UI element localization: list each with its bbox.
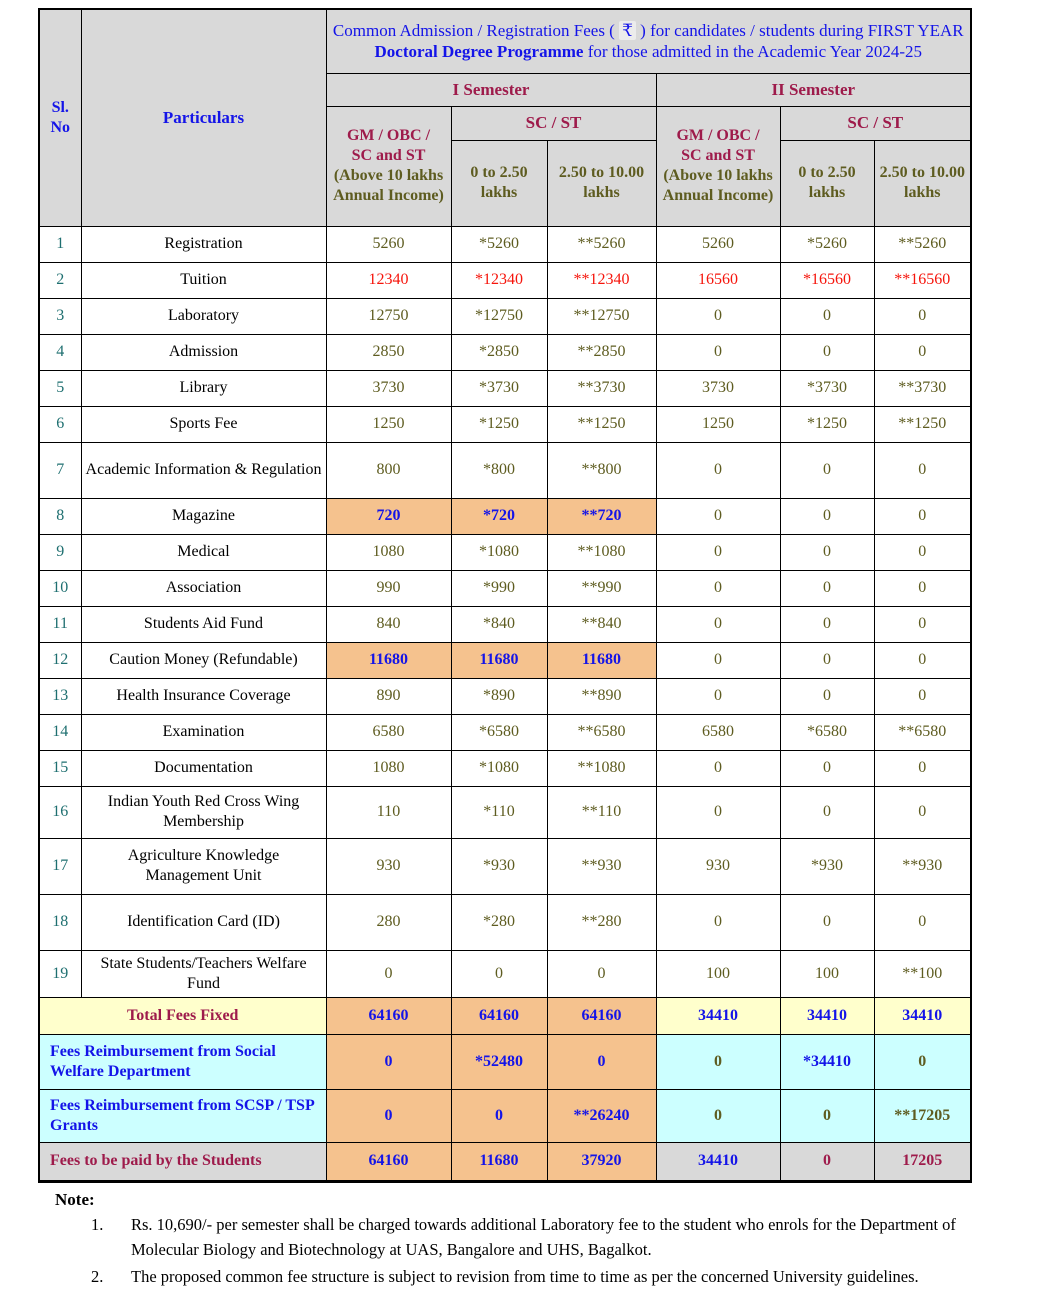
header-income-0-250-sem2: 0 to 2.50 lakhs — [780, 140, 874, 226]
row-number: 5 — [39, 370, 81, 406]
fee-value: 110 — [326, 786, 451, 838]
gm-line1: GM / OBC / — [346, 127, 431, 144]
row-label: Library — [81, 370, 326, 406]
fee-value: 930 — [656, 838, 780, 894]
fee-value: 0 — [656, 498, 780, 534]
fee-value: **12750 — [547, 298, 656, 334]
header-income-250-1000-sem1: 2.50 to 10.00 lakhs — [547, 140, 656, 226]
fee-value: 720 — [326, 498, 451, 534]
title-text-3: for those admitted in the Academic Year 2024-25 — [583, 42, 922, 62]
fee-value: **12340 — [547, 262, 656, 298]
fee-value: *890 — [451, 678, 547, 714]
fee-value: 0 — [780, 786, 874, 838]
note-item — [91, 1264, 1035, 1289]
row-label: Admission — [81, 334, 326, 370]
fee-value: 3730 — [326, 370, 451, 406]
summary-value: *34410 — [780, 1034, 874, 1089]
table-row — [39, 406, 971, 442]
header-gm-obc-sem1 — [326, 106, 451, 226]
table-row — [39, 894, 971, 950]
summary-value: 17205 — [874, 1142, 971, 1181]
summary-value: 0 — [326, 1089, 451, 1142]
fee-value: *5260 — [451, 226, 547, 262]
fee-value: 12750 — [326, 298, 451, 334]
summary-value: **17205 — [874, 1089, 971, 1142]
total-fees-fixed-label: Total Fees Fixed — [39, 997, 326, 1034]
title-programme: Doctoral Degree Programme — [374, 42, 584, 62]
reimbursement-scsp-tsp-label: Fees Reimbursement from SCSP / TSP Grants — [39, 1089, 326, 1142]
fee-value: *2850 — [451, 334, 547, 370]
fees-paid-by-students-label: Fees to be paid by the Students — [39, 1142, 326, 1181]
fee-value: **1250 — [547, 406, 656, 442]
fee-value: 0 — [780, 534, 874, 570]
fee-value: **840 — [547, 606, 656, 642]
row-number: 7 — [39, 442, 81, 498]
fee-value: 1250 — [326, 406, 451, 442]
summary-value: 34410 — [874, 997, 971, 1034]
fee-value: *1250 — [451, 406, 547, 442]
summary-value: 34410 — [780, 997, 874, 1034]
fee-value: *110 — [451, 786, 547, 838]
fee-value: 0 — [780, 678, 874, 714]
summary-value: 34410 — [656, 997, 780, 1034]
summary-value: 64160 — [451, 997, 547, 1034]
fee-value: 100 — [780, 950, 874, 997]
table-row — [39, 534, 971, 570]
fee-value: **930 — [874, 838, 971, 894]
row-label: Laboratory — [81, 298, 326, 334]
fee-value: **720 — [547, 498, 656, 534]
fee-value: 5260 — [326, 226, 451, 262]
fee-value: **2850 — [547, 334, 656, 370]
summary-value: 0 — [780, 1142, 874, 1181]
table-row — [39, 570, 971, 606]
row-number: 11 — [39, 606, 81, 642]
table-row — [39, 786, 971, 838]
table-title — [326, 9, 971, 73]
fee-value: 11680 — [547, 642, 656, 678]
row-number: 19 — [39, 950, 81, 997]
gm-line2: SC and ST — [681, 147, 755, 164]
summary-value: 11680 — [451, 1142, 547, 1181]
fee-value: *16560 — [780, 262, 874, 298]
row-label: Caution Money (Refundable) — [81, 642, 326, 678]
fees-table — [38, 8, 972, 1183]
fee-value: 0 — [656, 642, 780, 678]
table-row — [39, 334, 971, 370]
table-row — [39, 714, 971, 750]
row-label: Academic Information & Regulation — [81, 442, 326, 498]
fee-value: 0 — [780, 334, 874, 370]
fee-value: 6580 — [656, 714, 780, 750]
rupee-icon: ₹ — [619, 21, 636, 40]
fee-value: 0 — [780, 894, 874, 950]
table-row — [39, 226, 971, 262]
fee-value: 930 — [326, 838, 451, 894]
row-number: 8 — [39, 498, 81, 534]
fee-value: 0 — [874, 642, 971, 678]
fee-value: *840 — [451, 606, 547, 642]
header-semester-2: II Semester — [656, 73, 971, 106]
fee-value: **110 — [547, 786, 656, 838]
row-number: 12 — [39, 642, 81, 678]
summary-value: 34410 — [656, 1142, 780, 1181]
fee-value: 0 — [874, 498, 971, 534]
note-number: 1. — [91, 1214, 104, 1234]
fee-value: 280 — [326, 894, 451, 950]
fee-value: 0 — [874, 606, 971, 642]
row-label: Students Aid Fund — [81, 606, 326, 642]
fee-value: 890 — [326, 678, 451, 714]
fee-value: 0 — [874, 894, 971, 950]
table-row — [39, 370, 971, 406]
fee-value: **280 — [547, 894, 656, 950]
notes-section — [55, 1190, 1035, 1289]
fee-value: 0 — [780, 498, 874, 534]
row-number: 10 — [39, 570, 81, 606]
fee-value: *12750 — [451, 298, 547, 334]
fee-value: *12340 — [451, 262, 547, 298]
fee-value: 0 — [451, 950, 547, 997]
fee-value: 0 — [874, 298, 971, 334]
fee-value: 0 — [780, 570, 874, 606]
fee-value: **1250 — [874, 406, 971, 442]
fee-value: 12340 — [326, 262, 451, 298]
row-label: Health Insurance Coverage — [81, 678, 326, 714]
fee-value: **6580 — [874, 714, 971, 750]
fee-value: 11680 — [451, 642, 547, 678]
fee-value: **16560 — [874, 262, 971, 298]
fee-value: *1080 — [451, 534, 547, 570]
gm-line1: GM / OBC / — [676, 127, 760, 144]
row-label: Sports Fee — [81, 406, 326, 442]
row-label: Identification Card (ID) — [81, 894, 326, 950]
row-number: 13 — [39, 678, 81, 714]
summary-value: 37920 — [547, 1142, 656, 1181]
row-label: Examination — [81, 714, 326, 750]
header-sc-st-sem2: SC / ST — [780, 106, 971, 140]
fee-value: *3730 — [780, 370, 874, 406]
fee-value: 0 — [874, 570, 971, 606]
fee-value: **5260 — [874, 226, 971, 262]
fee-value: **800 — [547, 442, 656, 498]
fee-value: *800 — [451, 442, 547, 498]
fee-value: 3730 — [656, 370, 780, 406]
fee-value: 0 — [547, 950, 656, 997]
fee-value: *3730 — [451, 370, 547, 406]
fee-value: **3730 — [547, 370, 656, 406]
fee-value: 100 — [656, 950, 780, 997]
fee-value: 0 — [780, 750, 874, 786]
fee-value: **1080 — [547, 534, 656, 570]
table-row — [39, 298, 971, 334]
table-row — [39, 950, 971, 997]
summary-value: 0 — [547, 1034, 656, 1089]
fee-value: *280 — [451, 894, 547, 950]
fee-value: **3730 — [874, 370, 971, 406]
summary-value: 0 — [874, 1034, 971, 1089]
fee-value: 0 — [656, 786, 780, 838]
table-row — [39, 606, 971, 642]
row-number: 2 — [39, 262, 81, 298]
row-label: Indian Youth Red Cross Wing Membership — [81, 786, 326, 838]
fee-value: *990 — [451, 570, 547, 606]
fee-value: 2850 — [326, 334, 451, 370]
table-row — [39, 750, 971, 786]
gm-line3: (Above 10 lakhs Annual Income) — [662, 167, 774, 204]
fee-value: 0 — [656, 750, 780, 786]
fee-value: 0 — [874, 334, 971, 370]
fee-value: 0 — [656, 570, 780, 606]
fee-value: 0 — [326, 950, 451, 997]
row-label: Association — [81, 570, 326, 606]
row-number: 9 — [39, 534, 81, 570]
fee-value: **890 — [547, 678, 656, 714]
fee-value: 0 — [780, 642, 874, 678]
row-number: 15 — [39, 750, 81, 786]
fee-value: **930 — [547, 838, 656, 894]
fee-value: 0 — [780, 298, 874, 334]
gm-line3: (Above 10 lakhs Annual Income) — [333, 167, 444, 204]
summary-value: 0 — [451, 1089, 547, 1142]
summary-value: *52480 — [451, 1034, 547, 1089]
fee-value: 1080 — [326, 750, 451, 786]
fee-value: *720 — [451, 498, 547, 534]
fee-value: **990 — [547, 570, 656, 606]
header-income-0-250-sem1: 0 to 2.50 lakhs — [451, 140, 547, 226]
row-label: Magazine — [81, 498, 326, 534]
header-sl-no: Sl. No — [39, 9, 81, 226]
fee-value: 0 — [874, 442, 971, 498]
fee-value: 6580 — [326, 714, 451, 750]
fee-value: 0 — [656, 678, 780, 714]
row-number: 16 — [39, 786, 81, 838]
fee-value: 840 — [326, 606, 451, 642]
table-row — [39, 498, 971, 534]
fee-value: *930 — [780, 838, 874, 894]
fees-paid-by-students-row — [39, 1142, 971, 1181]
row-number: 4 — [39, 334, 81, 370]
header-gm-obc-sem2 — [656, 106, 780, 226]
fee-value: 1250 — [656, 406, 780, 442]
fee-value: 0 — [656, 894, 780, 950]
fee-value: 0 — [780, 606, 874, 642]
fee-value: **5260 — [547, 226, 656, 262]
row-number: 1 — [39, 226, 81, 262]
fee-value: 5260 — [656, 226, 780, 262]
fee-value: *6580 — [780, 714, 874, 750]
note-text: The proposed common fee structure is subject to revision from time to time as per the concerned University guidelines. — [131, 1266, 919, 1286]
row-label: Tuition — [81, 262, 326, 298]
fee-value: *1250 — [780, 406, 874, 442]
fee-value: *5260 — [780, 226, 874, 262]
reimbursement-social-welfare-row — [39, 1034, 971, 1089]
table-row — [39, 442, 971, 498]
header-particulars: Particulars — [81, 9, 326, 226]
fee-value: 0 — [656, 606, 780, 642]
fee-value: 0 — [874, 534, 971, 570]
header-sc-st-sem1: SC / ST — [451, 106, 656, 140]
summary-value: 64160 — [326, 1142, 451, 1181]
row-number: 6 — [39, 406, 81, 442]
note-number: 2. — [91, 1266, 104, 1286]
table-row — [39, 838, 971, 894]
fee-value: *1080 — [451, 750, 547, 786]
reimbursement-social-welfare-label: Fees Reimbursement from Social Welfare Department — [39, 1034, 326, 1089]
fee-value: 0 — [874, 750, 971, 786]
fee-value: 0 — [780, 442, 874, 498]
fee-value: 0 — [656, 534, 780, 570]
title-text-1: Common Admission / Registration Fees ( — [332, 21, 615, 40]
row-number: 18 — [39, 894, 81, 950]
summary-value: 0 — [656, 1089, 780, 1142]
summary-value: 64160 — [547, 997, 656, 1034]
note-heading: Note: — [55, 1189, 95, 1209]
fee-value: 0 — [874, 678, 971, 714]
fee-value: 0 — [874, 786, 971, 838]
total-fees-fixed-row — [39, 997, 971, 1034]
fee-value: 1080 — [326, 534, 451, 570]
header-semester-1: I Semester — [326, 73, 656, 106]
fee-value: 990 — [326, 570, 451, 606]
note-text: Rs. 10,690/- per semester shall be charged towards additional Laboratory fee to the student who enrols for the Department of Molecular Biology and Biotechnology at UAS, Bangalore and UHS, Bagalkot. — [131, 1214, 956, 1259]
row-number: 14 — [39, 714, 81, 750]
summary-value: **26240 — [547, 1089, 656, 1142]
gm-line2: SC and ST — [351, 147, 426, 164]
fee-value: 16560 — [656, 262, 780, 298]
fee-value: 11680 — [326, 642, 451, 678]
summary-value: 0 — [780, 1089, 874, 1142]
fee-value: 0 — [656, 298, 780, 334]
fee-value: *930 — [451, 838, 547, 894]
table-row — [39, 262, 971, 298]
row-label: Agriculture Knowledge Management Unit — [81, 838, 326, 894]
summary-value: 0 — [326, 1034, 451, 1089]
row-label: Registration — [81, 226, 326, 262]
row-label: Medical — [81, 534, 326, 570]
title-text-2: ) for candidates / students during FIRST YEAR — [640, 21, 964, 40]
reimbursement-scsp-tsp-row — [39, 1089, 971, 1142]
row-label: State Students/Teachers Welfare Fund — [81, 950, 326, 997]
note-item — [91, 1212, 1035, 1262]
fee-value: **6580 — [547, 714, 656, 750]
summary-value: 0 — [656, 1034, 780, 1089]
fee-value: 800 — [326, 442, 451, 498]
table-row — [39, 678, 971, 714]
summary-value: 64160 — [326, 997, 451, 1034]
fee-value: *6580 — [451, 714, 547, 750]
row-number: 17 — [39, 838, 81, 894]
row-number: 3 — [39, 298, 81, 334]
fee-value: **1080 — [547, 750, 656, 786]
fee-value: 0 — [656, 442, 780, 498]
table-row — [39, 642, 971, 678]
row-label: Documentation — [81, 750, 326, 786]
header-income-250-1000-sem2: 2.50 to 10.00 lakhs — [874, 140, 971, 226]
fee-value: 0 — [656, 334, 780, 370]
fee-value: **100 — [874, 950, 971, 997]
